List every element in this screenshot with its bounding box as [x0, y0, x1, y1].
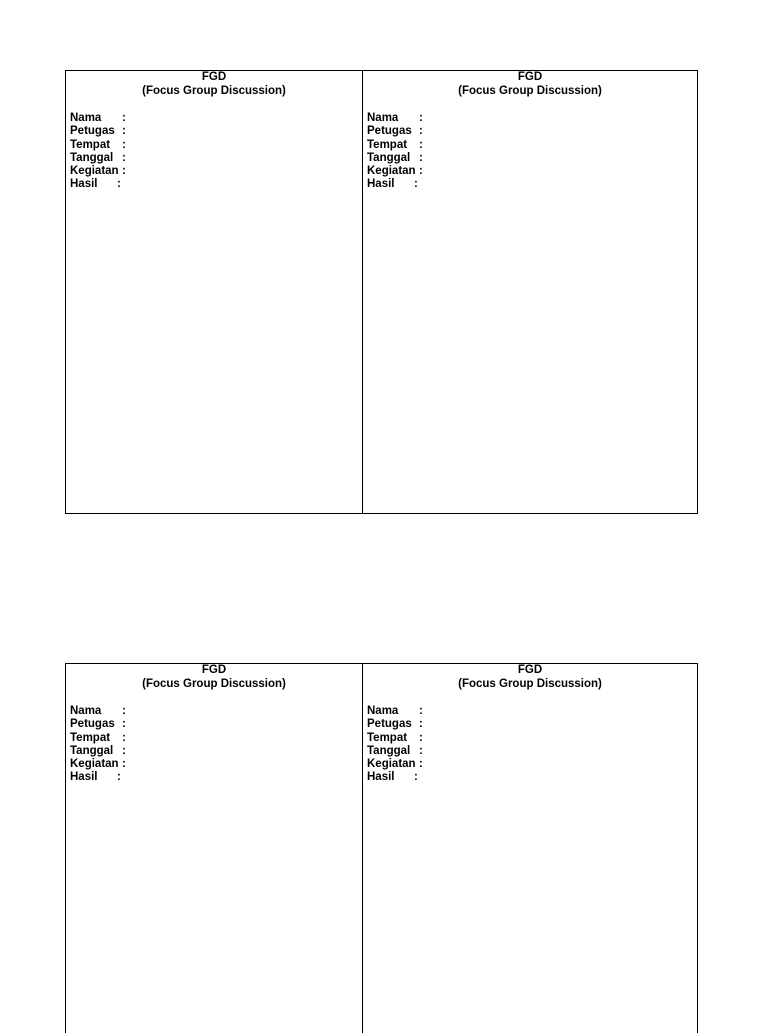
field-label: Tempat: [70, 731, 111, 744]
field-label: Tempat: [70, 138, 111, 151]
field-hasil: [367, 178, 697, 191]
field-label: Hasil: [70, 178, 98, 191]
field-label: Kegiatan: [367, 165, 416, 178]
field-colon: :: [419, 125, 423, 138]
field-label: Nama: [367, 705, 399, 717]
field-nama: [70, 705, 362, 718]
field-colon: :: [419, 112, 423, 124]
field-hasil: [367, 771, 697, 784]
field-label: Tanggal: [367, 151, 411, 164]
field-kegiatan: [70, 758, 362, 771]
field-label: Tanggal: [70, 151, 114, 164]
field-colon: :: [122, 718, 126, 731]
card-header: [66, 71, 362, 98]
field-nama: [367, 705, 697, 718]
field-label: Kegiatan: [367, 758, 416, 771]
field-kegiatan: [70, 165, 362, 178]
field-hasil: [70, 771, 362, 784]
field-colon: :: [117, 771, 121, 784]
field-colon: :: [122, 731, 126, 744]
field-colon: :: [419, 705, 423, 717]
fgd-card: [66, 71, 363, 513]
field-label: Tempat: [367, 731, 408, 744]
card-subtitle: (Focus Group Discussion): [142, 677, 286, 690]
card-header: [363, 71, 697, 98]
fgd-card: [363, 664, 697, 1033]
field-tempat: [367, 139, 697, 152]
field-colon: :: [419, 731, 423, 744]
field-tanggal: [70, 745, 362, 758]
field-label: Hasil: [70, 771, 98, 784]
field-colon: :: [122, 705, 126, 717]
card-title: FGD: [517, 664, 543, 676]
field-colon: :: [419, 758, 423, 771]
field-colon: :: [419, 138, 423, 151]
card-header: [363, 664, 697, 691]
field-list: [66, 112, 362, 192]
field-label: Nama: [70, 705, 102, 717]
card-title: FGD: [517, 71, 543, 83]
field-colon: :: [122, 138, 126, 151]
field-colon: :: [414, 178, 418, 191]
field-nama: [367, 112, 697, 125]
field-petugas: [70, 718, 362, 731]
card-title: FGD: [201, 71, 227, 83]
field-kegiatan: [367, 165, 697, 178]
card-subtitle: (Focus Group Discussion): [458, 84, 602, 97]
fgd-card: [66, 664, 363, 1033]
field-list: [66, 705, 362, 785]
field-petugas: [367, 718, 697, 731]
fgd-card: [363, 71, 697, 513]
field-label: Petugas: [367, 125, 412, 138]
field-nama: [70, 112, 362, 125]
field-colon: :: [122, 125, 126, 138]
field-tempat: [70, 732, 362, 745]
field-label: Petugas: [70, 125, 115, 138]
field-tanggal: [367, 152, 697, 165]
field-petugas: [367, 125, 697, 138]
card-subtitle: (Focus Group Discussion): [142, 84, 286, 97]
field-list: [363, 112, 697, 192]
field-hasil: [70, 178, 362, 191]
field-colon: :: [419, 165, 423, 178]
field-kegiatan: [367, 758, 697, 771]
field-tanggal: [70, 152, 362, 165]
card-title: FGD: [201, 664, 227, 676]
field-colon: :: [117, 178, 121, 191]
field-label: Tempat: [367, 138, 408, 151]
field-label: Tanggal: [70, 744, 114, 757]
field-label: Nama: [367, 112, 399, 124]
field-label: Nama: [70, 112, 102, 124]
field-label: Petugas: [367, 718, 412, 731]
card-header: [66, 664, 362, 691]
field-tempat: [70, 139, 362, 152]
card-subtitle: (Focus Group Discussion): [458, 677, 602, 690]
field-colon: :: [419, 744, 423, 757]
form-sheet-bottom: [65, 663, 698, 1033]
field-colon: :: [122, 151, 126, 164]
field-colon: :: [122, 744, 126, 757]
field-label: Hasil: [367, 178, 395, 191]
form-sheet-top: [65, 70, 698, 514]
field-petugas: [70, 125, 362, 138]
field-colon: :: [122, 758, 126, 771]
field-colon: :: [419, 718, 423, 731]
field-tempat: [367, 732, 697, 745]
field-colon: :: [122, 165, 126, 178]
field-label: Kegiatan: [70, 165, 119, 178]
field-list: [363, 705, 697, 785]
field-tanggal: [367, 745, 697, 758]
field-colon: :: [419, 151, 423, 164]
field-label: Hasil: [367, 771, 395, 784]
field-colon: :: [122, 112, 126, 124]
field-label: Kegiatan: [70, 758, 119, 771]
field-label: Tanggal: [367, 744, 411, 757]
field-colon: :: [414, 771, 418, 784]
field-label: Petugas: [70, 718, 115, 731]
